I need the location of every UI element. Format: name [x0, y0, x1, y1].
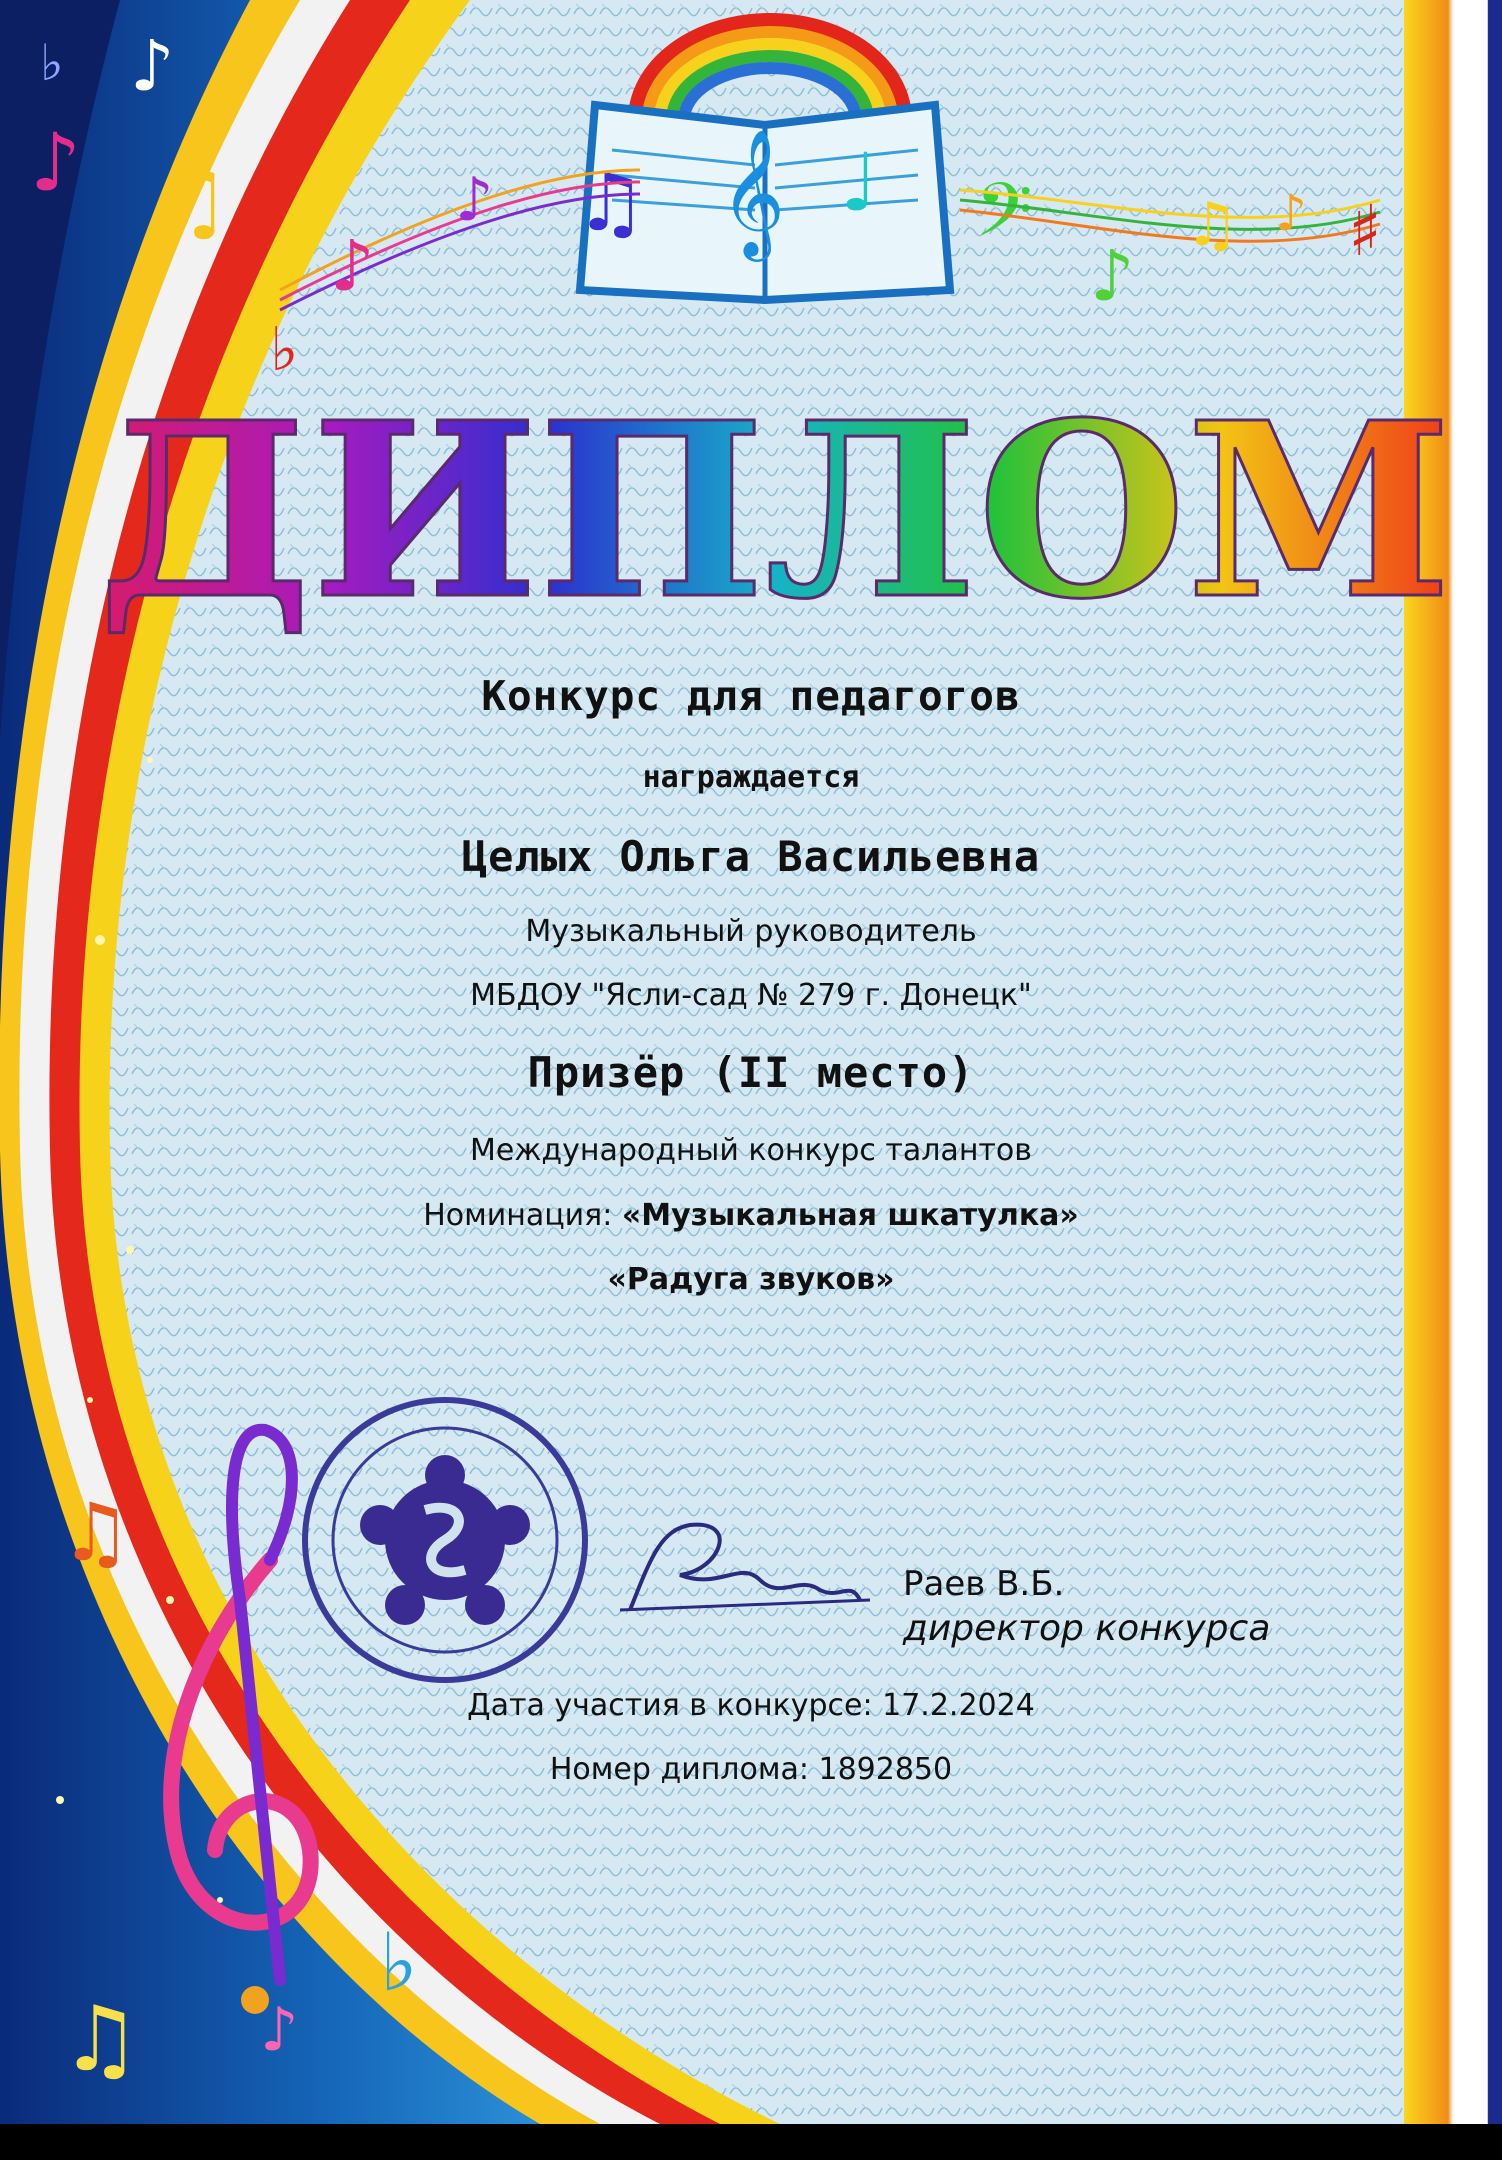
recipient-position: Музыкальный руководитель [525, 914, 977, 949]
recipient-name: Целых Ольга Васильевна [461, 832, 1041, 881]
svg-text:♯: ♯ [1348, 190, 1382, 272]
bottom-bar [0, 2124, 1502, 2160]
contest-heading: Конкурс для педагогов [481, 672, 1021, 720]
signer-title: директор конкурса [903, 1608, 1271, 1649]
prize-place: Призёр (II место) [527, 1048, 975, 1097]
svg-text:♭: ♭ [380, 1916, 418, 2009]
svg-text:♪: ♪ [330, 225, 375, 307]
awarded-label: награждается [642, 760, 860, 795]
svg-text:♪: ♪ [260, 1995, 299, 2065]
svg-text:𝄢: 𝄢 [975, 167, 1033, 272]
title-text: ДИПЛОМ [98, 370, 1452, 652]
svg-text:𝄞: 𝄞 [720, 128, 786, 256]
nomination-value: «Музыкальная шкатулка» [621, 1198, 1079, 1233]
contest-name: Международный конкурс талантов [470, 1133, 1032, 1168]
svg-text:♭: ♭ [40, 34, 64, 92]
svg-text:♫: ♫ [60, 1987, 141, 2092]
svg-text:♫: ♫ [575, 156, 647, 249]
svg-text:♫: ♫ [150, 147, 231, 252]
svg-text:♫: ♫ [60, 1486, 132, 1579]
svg-text:♩: ♩ [840, 136, 878, 229]
svg-text:♪: ♪ [30, 116, 82, 209]
svg-text:♪: ♪ [1090, 235, 1135, 317]
diploma-title [98, 370, 1452, 652]
svg-text:♪: ♪ [455, 165, 494, 235]
svg-text:♫: ♫ [1185, 190, 1239, 260]
svg-text:♪: ♪ [1275, 184, 1307, 242]
nomination-label: Номинация: [423, 1198, 613, 1233]
svg-text:♪: ♪ [130, 25, 175, 107]
svg-text:♭: ♭ [270, 315, 299, 385]
signer-name: Раев В.Б. [903, 1564, 1065, 1604]
work-title: «Радуга звуков» [607, 1262, 895, 1297]
participation-date: Дата участия в конкурсе: 17.2.2024 [467, 1688, 1035, 1723]
recipient-organization: МБДОУ "Ясли-сад № 279 г. Донецк" [470, 978, 1032, 1013]
diploma-number: Номер диплома: 1892850 [549, 1752, 953, 1787]
nomination [251, 1198, 1251, 1233]
